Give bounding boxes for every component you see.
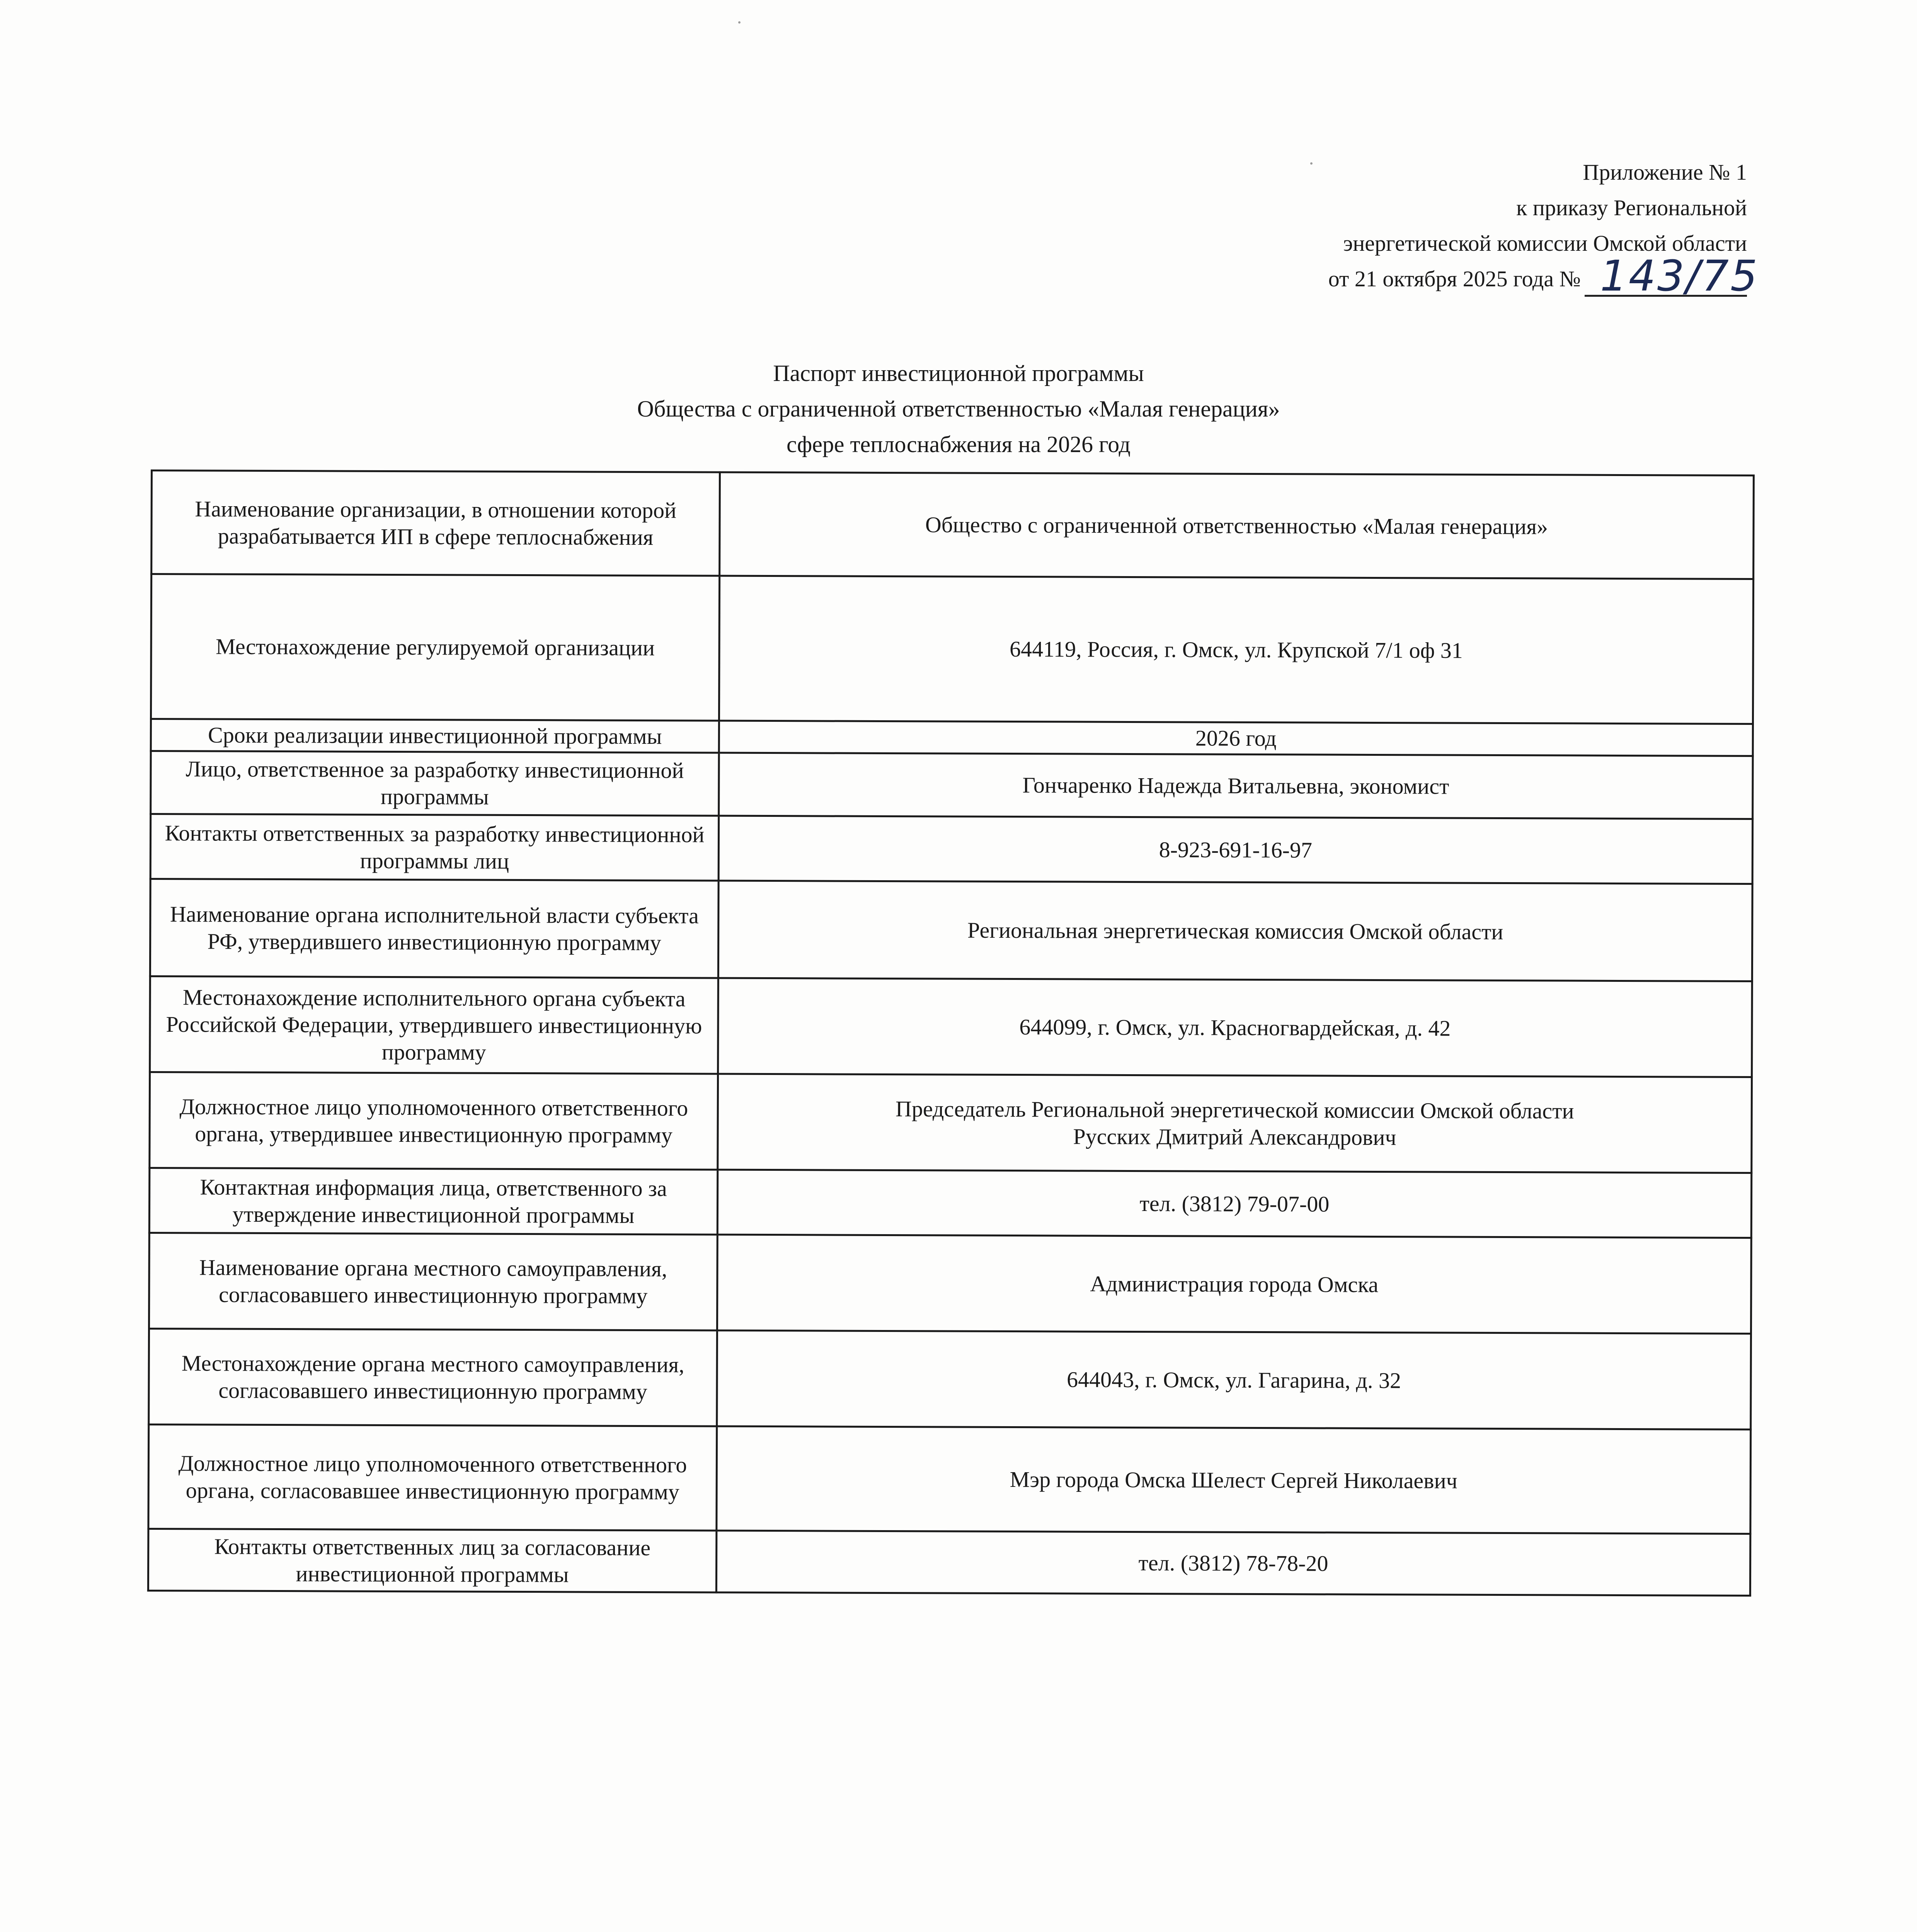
row-value: 644119, Россия, г. Омск, ул. Крупской 7/1 оф 31 [719,576,1753,724]
title-line-1: Паспорт инвестиционной программы [773,361,1144,386]
row-label: Контакты ответственных за разработку инвестиционной программы лиц [150,814,719,881]
row-label: Наименование органа местного самоуправления, согласовавшего инвестиционную программу [149,1233,718,1330]
table-row [151,719,1753,756]
table-row [152,471,1754,579]
table-row [148,1529,1750,1595]
row-label: Лицо, ответственное за разработку инвестиционной программы [151,751,719,816]
table-row [149,1233,1752,1333]
title-line-2: Общества с ограниченной ответственностью «Малая генерация» [637,396,1280,422]
appendix-header [1328,155,1759,301]
row-value: Администрация города Омска [717,1235,1752,1333]
row-value-line-2: Русских Дмитрий Александрович [1073,1124,1396,1150]
row-value-line-1: Председатель Региональной энергетической комиссии Омской области [895,1096,1574,1124]
order-number-field [1585,251,1759,301]
row-label: Контакты ответственных лиц за согласование инвестиционной программы [148,1529,716,1592]
table-row [150,976,1752,1077]
table-row [150,1072,1752,1173]
appendix-date-line [1328,251,1759,301]
row-label: Сроки реализации инвестиционной программы [151,719,719,753]
row-label: Наименование органа исполнительной власти субъекта РФ, утвердившего инвестиционную программу [150,879,718,978]
row-label: Должностное лицо уполномоченного ответственного органа, утвердившее инвестиционную программу [150,1072,718,1170]
handwritten-order-number: 143/75 [1600,251,1759,301]
appendix-date-text: от 21 октября 2025 года № [1328,266,1581,291]
row-label: Местонахождение исполнительного органа субъекта Российской Федерации, утвердившего инвестиционную программу [150,976,718,1074]
row-value: 644043, г. Омск, ул. Гагарина, д. 32 [717,1330,1751,1429]
row-value: тел. (3812) 79-07-00 [717,1170,1752,1238]
row-label: Должностное лицо уполномоченного ответственного органа, согласовавшее инвестиционную программу [148,1424,717,1531]
row-value: Общество с ограниченной ответственностью «Малая генерация» [720,472,1754,579]
table-row [149,1328,1751,1429]
table-row [151,751,1753,819]
row-value: Мэр города Омска Шелест Сергей Николаевич [717,1426,1751,1534]
table-row [150,814,1753,884]
scan-speck [738,21,741,24]
row-value: 644099, г. Омск, ул. Красногвардейская, д. 42 [718,978,1752,1077]
row-value: Региональная энергетическая комиссия Омской области [718,881,1752,981]
row-value [718,1074,1752,1173]
row-value: 2026 год [719,721,1753,756]
table-row [148,1424,1751,1534]
appendix-title: Приложение № 1 [1583,160,1747,185]
row-value: тел. (3812) 78-78-20 [716,1531,1750,1595]
row-value: Гончаренко Надежда Витальевна, экономист [719,753,1753,819]
appendix-order-reference: к приказу Региональной [1516,195,1747,220]
table-row [151,574,1753,724]
title-line-3: сфере теплоснабжения на 2026 год [786,432,1131,457]
table-row [150,879,1752,981]
scan-speck [1310,162,1313,165]
row-label: Наименование организации, в отношении которой разрабатывается ИП в сфере теплоснабжения [152,471,720,576]
table-row [149,1168,1752,1238]
row-label: Местонахождение регулируемой организации [151,574,719,721]
passport-table [147,469,1755,1597]
row-value: 8-923-691-16-97 [718,816,1753,884]
row-label: Контактная информация лица, ответственного за утверждение инвестиционной программы [149,1168,718,1235]
row-label: Местонахождение органа местного самоуправления, согласовавшего инвестиционную программу [149,1328,717,1426]
appendix-commission-name: энергетической комиссии Омской области [1343,231,1747,256]
document-title [0,355,1917,462]
